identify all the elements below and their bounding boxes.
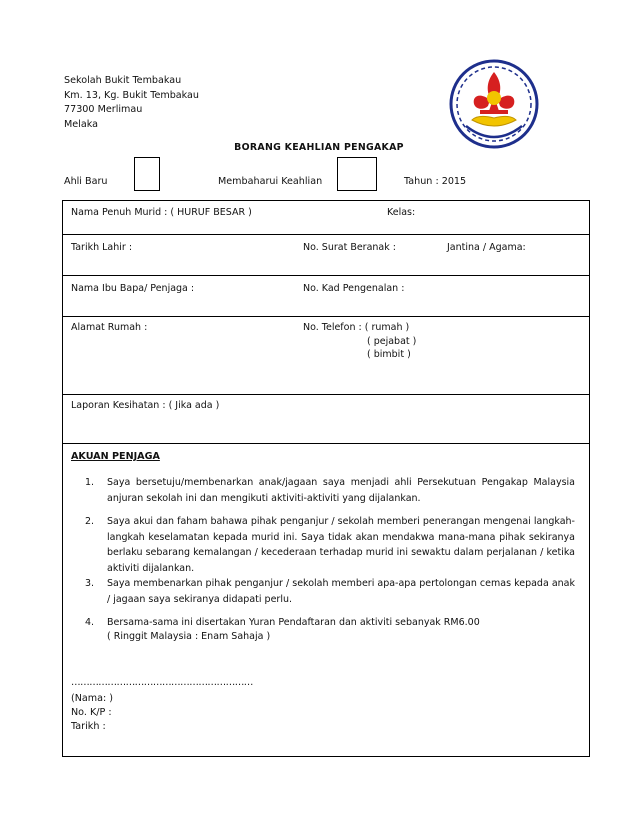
scout-emblem-icon — [442, 52, 546, 156]
bimbit-label: ( bimbit ) — [367, 349, 411, 360]
akuan-item — [85, 475, 575, 506]
divider — [63, 316, 589, 317]
surat-beranak-label: No. Surat Beranak : — [303, 242, 396, 253]
form-title: BORANG KEAHLIAN PENGAKAP — [234, 142, 404, 153]
item-text: Saya akui dan faham bahawa pihak penganjur / sekolah memberi penerangan mengenai langkah-langkah keselamatan kepada murid ini. Saya tidak akan mendakwa mana-mana pihak sekiranya berlaku sebarang kemalangan / kecederaan terhadap murid ini sewaktu dalam perjalanan / ketika aktiviti dijalankan. — [107, 516, 575, 574]
divider — [63, 443, 589, 444]
signature-dots: …………………………………………………… — [71, 677, 253, 688]
akuan-heading: AKUAN PENJAGA — [71, 451, 160, 462]
telefon-label: No. Telefon : ( rumah ) — [303, 322, 410, 333]
kelas-field-label: Kelas: — [387, 207, 416, 218]
member-form — [62, 200, 590, 757]
item-number: 3. — [85, 578, 95, 589]
ringgit-text: ( Ringgit Malaysia : Enam Sahaja ) — [107, 631, 271, 642]
akuan-item — [85, 514, 575, 576]
item-text: Saya bersetuju/membenarkan anak/jagaan saya menjadi ahli Persekutuan Pengakap Malaysia anjuran sekolah ini dan mengikuti aktiviti-aktiviti yang dijalankan. — [107, 477, 575, 504]
item-text: Saya membenarkan pihak penganjur / sekolah memberi apa-apa pertolongan cemas kepada anak / jagaan saya sekiranya didapati perlu. — [107, 578, 575, 605]
pejabat-label: ( pejabat ) — [367, 336, 417, 347]
membaharui-label: Membaharui Keahlian — [218, 176, 323, 187]
ahli-baru-label: Ahli Baru — [64, 176, 108, 187]
school-address — [64, 74, 199, 132]
address-line-1: Sekolah Bukit Tembakau — [64, 75, 182, 86]
ibu-bapa-label: Nama Ibu Bapa/ Penjaga : — [71, 283, 195, 294]
ahli-baru-checkbox[interactable] — [134, 157, 160, 191]
membaharui-checkbox[interactable] — [337, 157, 377, 191]
address-line-4: Melaka — [64, 118, 98, 130]
item-text: Bersama-sama ini disertakan Yuran Pendaftaran dan aktiviti sebanyak RM6.00 — [107, 617, 480, 628]
kesihatan-label: Laporan Kesihatan : ( Jika ada ) — [71, 400, 220, 411]
tahun-label: Tahun : 2015 — [404, 176, 467, 187]
address-line-3: 77300 Merlimau — [64, 104, 143, 116]
item-number: 2. — [85, 516, 95, 527]
divider — [63, 234, 589, 235]
item-number: 1. — [85, 477, 95, 488]
signature-tarikh: Tarikh : — [71, 721, 106, 732]
divider — [63, 275, 589, 276]
nama-field-label: Nama Penuh Murid : ( HURUF BESAR ) — [71, 207, 252, 218]
item-number: 4. — [85, 617, 95, 628]
akuan-item — [85, 576, 575, 607]
signature-kp: No. K/P : — [71, 707, 112, 718]
kad-pengenalan-label: No. Kad Pengenalan : — [303, 283, 405, 294]
akuan-item — [85, 615, 575, 631]
alamat-label: Alamat Rumah : — [71, 322, 148, 333]
signature-nama: (Nama: ) — [71, 693, 114, 704]
jantina-label: Jantina / Agama: — [447, 242, 526, 253]
tarikh-lahir-label: Tarikh Lahir : — [71, 242, 133, 253]
divider — [63, 394, 589, 395]
address-line-2: Km. 13, Kg. Bukit Tembakau — [64, 89, 200, 101]
